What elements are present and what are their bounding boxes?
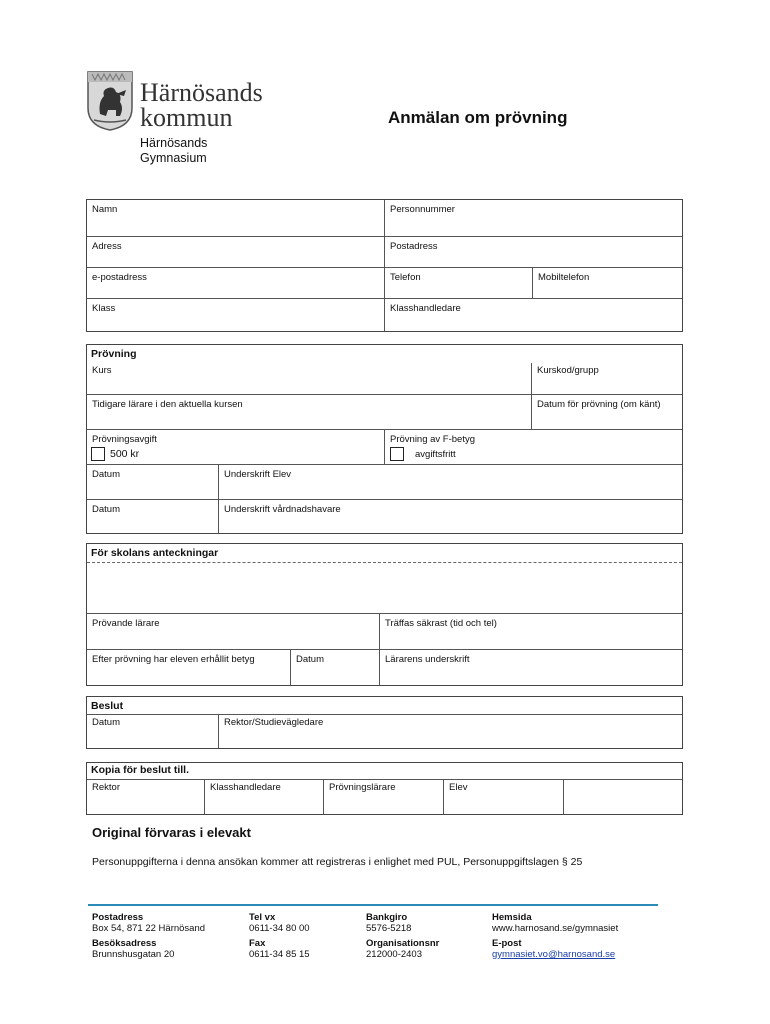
skolans-title: För skolans anteckningar <box>91 547 219 559</box>
kopia-provningslarare-cell[interactable] <box>324 779 444 814</box>
personnummer-label: Personnummer <box>390 204 455 215</box>
footer-besok: Brunnshusgatan 20 <box>92 949 175 960</box>
school-name <box>140 136 207 166</box>
f-betyg-field <box>385 430 682 465</box>
rektor-label: Rektor/Studievägledare <box>224 717 324 728</box>
organization-name <box>140 80 263 130</box>
footer-bankgiro: 5576-5218 <box>366 923 412 934</box>
skolans-anteckningar-section <box>86 543 683 686</box>
kopia-title: Kopia för beslut till. <box>91 764 190 776</box>
klasshandledare-label: Klasshandledare <box>390 303 461 314</box>
kopia-elev-cell[interactable] <box>444 779 564 814</box>
kopia-header <box>87 763 682 779</box>
provning-title: Prövning <box>91 348 137 360</box>
namn-field[interactable] <box>87 200 385 237</box>
underskrift-elev-field[interactable] <box>219 465 682 500</box>
footer-bank-column <box>366 912 439 960</box>
original-note: Original förvaras i elevakt <box>92 825 251 840</box>
tidigare-larare-field[interactable] <box>87 395 532 430</box>
kopia-section <box>86 762 683 815</box>
avgift-checkbox[interactable] <box>91 447 105 461</box>
underskrift-elev-label: Underskrift Elev <box>224 469 292 480</box>
footer-fax: 0611-34 85 15 <box>249 949 310 960</box>
telefon-label: Telefon <box>390 272 421 283</box>
kopia-extra-cell[interactable] <box>564 779 682 814</box>
datum-vardnadshavare-label: Datum <box>92 504 120 515</box>
postadress-field[interactable] <box>385 237 682 268</box>
beslut-section <box>86 696 683 749</box>
footer-postadress-heading: Postadress <box>92 912 144 923</box>
kopia-rektor-label: Rektor <box>92 782 120 793</box>
footer-fax-heading: Fax <box>249 938 266 949</box>
lararens-underskrift-label: Lärarens underskrift <box>385 654 470 665</box>
personnummer-field[interactable] <box>385 200 682 237</box>
footer-orgnr: 212000-2403 <box>366 949 422 960</box>
traffas-label: Träffas säkrast (tid och tel) <box>385 618 497 629</box>
adress-field[interactable] <box>87 237 385 268</box>
datum-elev-field[interactable] <box>87 465 219 500</box>
kopia-provningslarare-label: Prövningslärare <box>329 782 396 793</box>
klass-label: Klass <box>92 303 116 314</box>
kopia-klasshandledare-label: Klasshandledare <box>210 782 281 793</box>
tidigare-larare-label: Tidigare lärare i den aktuella kursen <box>92 399 243 410</box>
footer-hemsida[interactable]: www.harnosand.se/gymnasiet <box>492 923 619 934</box>
epost-field[interactable] <box>87 268 385 299</box>
beslut-title: Beslut <box>91 700 124 712</box>
kopia-rektor-cell[interactable] <box>87 779 205 814</box>
kurskod-field[interactable] <box>532 363 682 395</box>
f-betyg-label: Prövning av F-betyg <box>390 434 476 445</box>
provning-header <box>87 345 682 363</box>
lararens-underskrift-field[interactable] <box>380 650 682 685</box>
privacy-note: Personuppgifterna i denna ansökan kommer att registreras i enlighet med PUL, Personuppgiftslagen § 25 <box>92 856 583 868</box>
kurs-field[interactable] <box>87 363 532 395</box>
datum-provning-label: Datum för prövning (om känt) <box>537 399 661 410</box>
school-name-line2: Gymnasium <box>140 151 207 165</box>
beslut-header <box>87 697 682 714</box>
anteckningar-area[interactable] <box>87 563 682 614</box>
skolans-datum-label: Datum <box>296 654 324 665</box>
avgift-value: 500 kr <box>110 448 140 460</box>
kurskod-label: Kurskod/grupp <box>537 365 599 376</box>
beslut-datum-field[interactable] <box>87 714 219 748</box>
adress-label: Adress <box>92 241 122 252</box>
footer-tel: 0611-34 80 00 <box>249 923 310 934</box>
footer-epost-link[interactable]: gymnasiet.vo@harnosand.se <box>492 949 616 960</box>
underskrift-vardnadshavare-label: Underskrift vårdnadshavare <box>224 504 341 515</box>
provning-section <box>86 344 683 534</box>
beslut-datum-label: Datum <box>92 717 120 728</box>
provande-larare-label: Prövande lärare <box>92 618 160 629</box>
org-name-line2: kommun <box>140 103 233 132</box>
personal-info-section <box>86 199 683 332</box>
namn-label: Namn <box>92 204 118 215</box>
f-betyg-checkbox[interactable] <box>390 447 404 461</box>
coat-of-arms-icon <box>86 70 134 132</box>
footer-web-column <box>492 912 618 960</box>
klasshandledare-field[interactable] <box>385 299 682 331</box>
postadress-label: Postadress <box>390 241 438 252</box>
datum-elev-label: Datum <box>92 469 120 480</box>
footer-divider <box>88 904 658 906</box>
kopia-elev-label: Elev <box>449 782 468 793</box>
datum-provning-field[interactable] <box>532 395 682 430</box>
kopia-klasshandledare-cell[interactable] <box>205 779 324 814</box>
klass-field[interactable] <box>87 299 385 331</box>
skolans-header <box>87 544 682 563</box>
school-name-line1: Härnösands <box>140 136 208 150</box>
document-title: Anmälan om prövning <box>388 108 568 127</box>
footer-postadress: Box 54, 871 22 Härnösand <box>92 923 206 934</box>
mobiltelefon-label: Mobiltelefon <box>538 272 590 283</box>
datum-vardnadshavare-field[interactable] <box>87 500 219 533</box>
kurs-label: Kurs <box>92 365 112 376</box>
provningsavgift-label: Prövningsavgift <box>92 434 157 445</box>
betyg-label: Efter prövning har eleven erhållit betyg <box>92 654 255 665</box>
epost-label: e-postadress <box>92 272 147 283</box>
footer-hemsida-heading: Hemsida <box>492 912 532 923</box>
traffas-field[interactable] <box>380 614 682 650</box>
org-name-line1: Härnösands <box>140 78 263 107</box>
footer-address-column <box>92 912 205 960</box>
betyg-field[interactable] <box>87 650 291 685</box>
provande-larare-field[interactable] <box>87 614 380 650</box>
footer-epost-heading: E-post <box>492 938 522 949</box>
underskrift-vardnadshavare-field[interactable] <box>219 500 682 533</box>
footer-orgnr-heading: Organisationsnr <box>366 938 440 949</box>
skolans-datum-field[interactable] <box>291 650 380 685</box>
footer-besok-heading: Besöksadress <box>92 938 157 949</box>
footer-bankgiro-heading: Bankgiro <box>366 912 408 923</box>
mobiltelefon-field[interactable] <box>533 268 682 299</box>
footer-phone-column <box>249 912 310 960</box>
f-betyg-value: avgiftsfritt <box>415 449 456 460</box>
provningsavgift-field <box>87 430 385 465</box>
telefon-field[interactable] <box>385 268 533 299</box>
footer-tel-heading: Tel vx <box>249 912 276 923</box>
rektor-field[interactable] <box>219 714 682 748</box>
